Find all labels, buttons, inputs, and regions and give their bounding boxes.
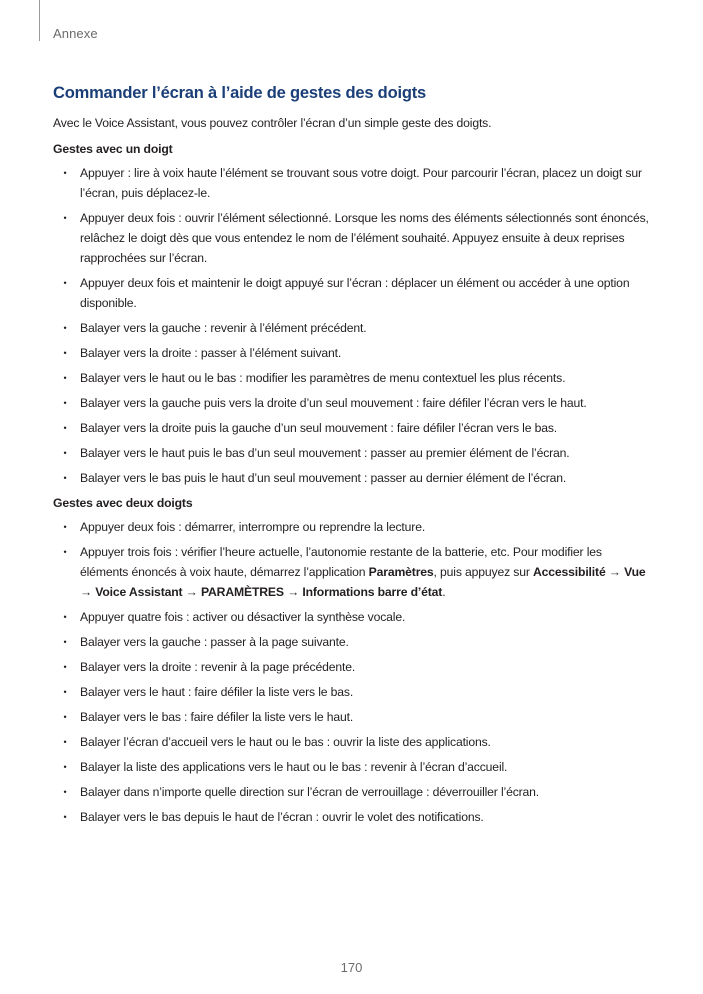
bullet-icon: • [63, 812, 67, 822]
list-item-text: Balayer la liste des applications vers le haut ou le bas : revenir à l’écran d’accueil. [80, 760, 508, 774]
two-finger-gesture-list [53, 517, 653, 827]
two-finger-heading: Gestes avec deux doigts [53, 496, 193, 510]
settings-menu-path: Accessibilité → Vue → Voice Assistant → PARAMÈTRES → Informations barre d’état [80, 565, 646, 599]
list-item [53, 782, 653, 802]
list-item [53, 732, 653, 752]
list-item [53, 607, 653, 627]
list-item-text: Balayer vers le haut puis le bas d’un seul mouvement : passer au premier élément de l’écran. [80, 446, 570, 460]
bullet-icon: • [63, 323, 67, 333]
bullet-icon: • [63, 547, 67, 557]
list-item-text: Balayer vers la gauche puis vers la droite d’un seul mouvement : faire défiler l’écran vers le haut. [80, 396, 587, 410]
list-item [53, 707, 653, 727]
list-item-text: Balayer vers la droite puis la gauche d’un seul mouvement : faire défiler l’écran vers le bas. [80, 421, 558, 435]
list-item-text-middle: , puis appuyez sur [433, 565, 533, 579]
list-item [53, 393, 653, 413]
bullet-icon: • [63, 168, 67, 178]
list-item-text: Balayer dans n’importe quelle direction sur l’écran de verrouillage : déverrouiller l’écran. [80, 785, 540, 799]
bullet-icon: • [63, 612, 67, 622]
list-item-text: Balayer vers le bas puis le haut d’un seul mouvement : passer au dernier élément de l’écran. [80, 471, 567, 485]
header-margin-rule [39, 0, 40, 41]
bullet-icon: • [63, 448, 67, 458]
list-item [53, 418, 653, 438]
list-item-text: Appuyer deux fois et maintenir le doigt appuyé sur l’écran : déplacer un élément ou accéder à une option disponible. [80, 276, 630, 310]
page-number: 170 [340, 960, 363, 975]
list-item [53, 807, 653, 827]
list-item [53, 368, 653, 388]
list-item-text: Appuyer deux fois : ouvrir l’élément sélectionné. Lorsque les noms des éléments sélectionnés sont énoncés, relâchez le doigt dès que vous entendez le nom de l’élément souhaité. Appuyez ensuite à deux reprises rapprochées sur l’écran. [80, 211, 649, 265]
bullet-icon: • [63, 398, 67, 408]
list-item [53, 468, 653, 488]
bullet-icon: • [63, 687, 67, 697]
list-item [53, 318, 653, 338]
bullet-icon: • [63, 762, 67, 772]
list-item-text: Balayer l’écran d’accueil vers le haut ou le bas : ouvrir la liste des applications. [80, 735, 491, 749]
list-item-text: Balayer vers la gauche : revenir à l’élément précédent. [80, 321, 367, 335]
section-title: Commander l’écran à l’aide de gestes des doigts [53, 84, 426, 102]
list-item [53, 343, 653, 363]
list-item-text: Balayer vers le bas : faire défiler la liste vers le haut. [80, 710, 354, 724]
running-header: Annexe [53, 26, 98, 41]
settings-app-name: Paramètres [368, 565, 434, 579]
list-item-text: Balayer vers le haut : faire défiler la liste vers le bas. [80, 685, 354, 699]
bullet-icon: • [63, 373, 67, 383]
bullet-icon: • [63, 278, 67, 288]
list-item [53, 682, 653, 702]
list-item-text: Balayer vers le haut ou le bas : modifier les paramètres de menu contextuel les plus récents. [80, 371, 566, 385]
one-finger-gesture-list [53, 163, 653, 488]
bullet-icon: • [63, 348, 67, 358]
bullet-icon: • [63, 473, 67, 483]
bullet-icon: • [63, 712, 67, 722]
content-body [53, 113, 653, 832]
bullet-icon: • [63, 737, 67, 747]
bullet-icon: • [63, 662, 67, 672]
list-item [53, 542, 653, 602]
list-item [53, 208, 653, 268]
list-item-text-end: . [442, 585, 446, 599]
list-item [53, 632, 653, 652]
list-item [53, 517, 653, 537]
list-item-text: Balayer vers la gauche : passer à la page suivante. [80, 635, 349, 649]
list-item-text-before: Appuyer trois fois : vérifier l’heure actuelle, l’autonomie restante de la batterie, etc. Pour modifier les éléments énoncés à voix haute, démarrez l’application [80, 545, 602, 579]
bullet-icon: • [63, 637, 67, 647]
list-item-text: Appuyer : lire à voix haute l’élément se trouvant sous votre doigt. Pour parcourir l’écran, placez un doigt sur l’écran, puis déplacez-le. [80, 166, 642, 200]
list-item-text: Balayer vers le bas depuis le haut de l’écran : ouvrir le volet des notifications. [80, 810, 484, 824]
bullet-icon: • [63, 522, 67, 532]
list-item-text: Appuyer quatre fois : activer ou désactiver la synthèse vocale. [80, 610, 406, 624]
bullet-icon: • [63, 787, 67, 797]
one-finger-heading: Gestes avec un doigt [53, 142, 173, 156]
list-item-text: Balayer vers la droite : passer à l’élément suivant. [80, 346, 342, 360]
list-item [53, 657, 653, 677]
intro-paragraph: Avec le Voice Assistant, vous pouvez contrôler l’écran d’un simple geste des doigts. [53, 116, 492, 130]
list-item [53, 757, 653, 777]
bullet-icon: • [63, 213, 67, 223]
list-item [53, 163, 653, 203]
list-item-text: Appuyer deux fois : démarrer, interrompre ou reprendre la lecture. [80, 520, 426, 534]
list-item [53, 273, 653, 313]
list-item-text: Balayer vers la droite : revenir à la page précédente. [80, 660, 356, 674]
bullet-icon: • [63, 423, 67, 433]
list-item [53, 443, 653, 463]
